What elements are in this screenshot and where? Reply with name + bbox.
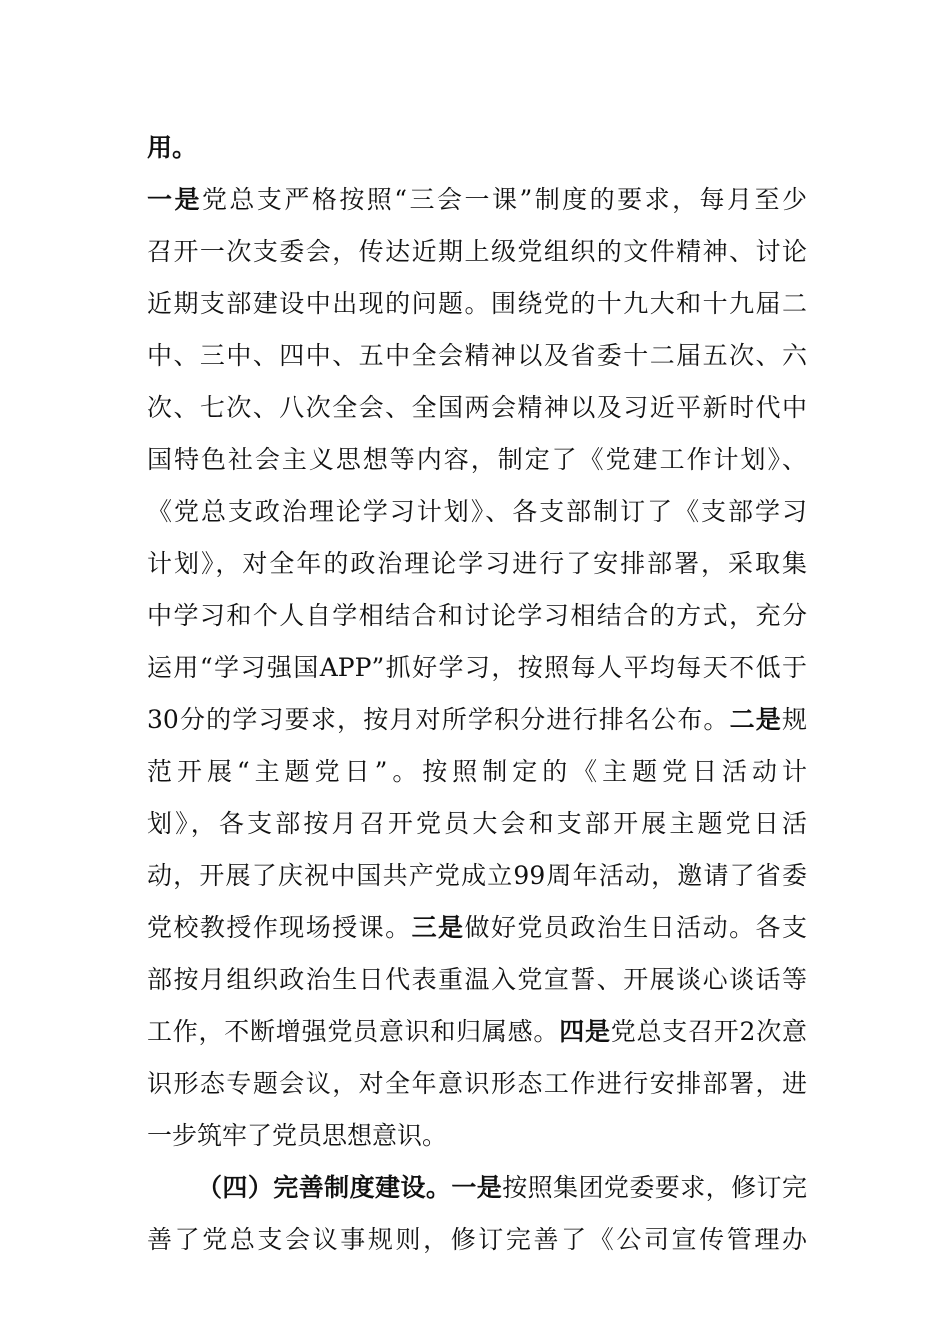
text-line xyxy=(147,642,807,694)
text-run: 动，开展了庆祝中国共产党成立99周年活动，邀请了省委 xyxy=(147,861,807,890)
text-line xyxy=(147,590,807,642)
bold-text-run: （四）完善制度建设。一是 xyxy=(197,1173,503,1202)
text-line xyxy=(147,122,807,174)
text-line xyxy=(147,1110,807,1162)
document-body xyxy=(147,122,807,1266)
text-line xyxy=(147,434,807,486)
text-run: 善了党总支会议事规则，修订完善了《公司宣传管理办 xyxy=(147,1225,807,1254)
text-run: 次、七次、八次全会、全国两会精神以及习近平新时代中 xyxy=(147,393,807,422)
text-line xyxy=(147,798,807,850)
text-run: 30分的学习要求，按月对所学积分进行排名公布。 xyxy=(147,705,730,734)
text-run: 范开展“主题党日”。按照制定的《主题党日活动计 xyxy=(147,757,807,786)
text-line xyxy=(147,694,807,746)
bold-text-run: 一是 xyxy=(147,185,202,214)
text-line xyxy=(147,1214,807,1266)
text-line xyxy=(147,538,807,590)
text-run: 划》，各支部按月召开党员大会和支部开展主题党日活 xyxy=(147,809,807,838)
text-line xyxy=(147,330,807,382)
bold-text-run: 二是 xyxy=(729,705,782,734)
text-run: 中学习和个人自学相结合和讨论学习相结合的方式，充分 xyxy=(147,601,807,630)
text-line xyxy=(147,226,807,278)
text-run: 党总支召开2次意 xyxy=(610,1017,807,1046)
text-run: 规 xyxy=(781,705,807,734)
text-run: 识形态专题会议，对全年意识形态工作进行安排部署，进 xyxy=(147,1069,807,1098)
text-line xyxy=(147,1006,807,1058)
text-line xyxy=(147,954,807,1006)
text-line xyxy=(147,850,807,902)
text-line xyxy=(147,902,807,954)
text-run: 部按月组织政治生日代表重温入党宣誓、开展谈心谈话等 xyxy=(147,965,807,994)
text-run: 计划》，对全年的政治理论学习进行了安排部署，采取集 xyxy=(147,549,807,578)
text-run: 党校教授作现场授课。 xyxy=(147,913,412,942)
text-run: 近期支部建设中出现的问题。围绕党的十九大和十九届二 xyxy=(147,289,807,318)
bold-text-run: 四是 xyxy=(559,1017,611,1046)
text-line xyxy=(147,746,807,798)
text-run: 《党总支政治理论学习计划》、各支部制订了《支部学习 xyxy=(147,497,807,526)
text-run: 召开一次支委会，传达近期上级党组织的文件精神、讨论 xyxy=(147,237,807,266)
text-run: 按照集团党委要求，修订完 xyxy=(502,1173,807,1202)
text-line xyxy=(147,278,807,330)
text-line xyxy=(147,486,807,538)
text-line xyxy=(147,174,807,226)
text-run: 国特色社会主义思想等内容，制定了《党建工作计划》、 xyxy=(147,445,807,474)
text-run: 运用“学习强国APP”抓好学习，按照每人平均每天不低于 xyxy=(147,653,807,682)
text-line xyxy=(147,1162,807,1214)
text-run: 党总支严格按照“三会一课”制度的要求，每月至少 xyxy=(201,185,807,214)
bold-text-run: 用。 xyxy=(147,133,198,162)
bold-text-run: 三是 xyxy=(411,913,465,942)
text-line xyxy=(147,1058,807,1110)
text-run: 一步筑牢了党员思想意识。 xyxy=(147,1121,448,1150)
text-line xyxy=(147,382,807,434)
text-run: 做好党员政治生日活动。各支 xyxy=(464,913,807,942)
text-run: 工作，不断增强党员意识和归属感。 xyxy=(147,1017,560,1046)
text-run: 中、三中、四中、五中全会精神以及省委十二届五次、六 xyxy=(147,341,807,370)
